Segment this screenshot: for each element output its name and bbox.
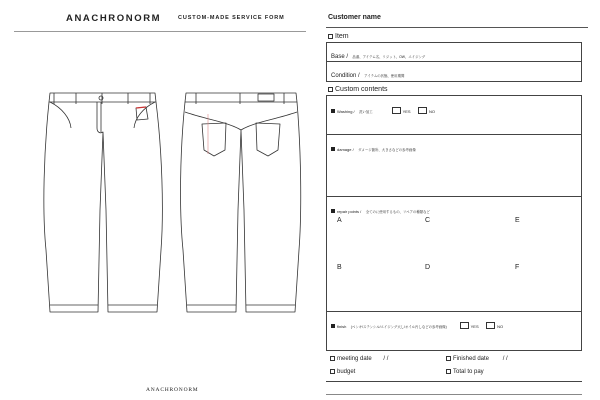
finish-yes-label: YES bbox=[470, 324, 479, 329]
damage-row[interactable] bbox=[331, 138, 416, 156]
finished-date-label: Finished date bbox=[453, 356, 490, 362]
base-field[interactable] bbox=[331, 45, 425, 63]
form-title: CUSTOM-MADE SERVICE FORM bbox=[178, 15, 285, 21]
budget-field[interactable] bbox=[330, 369, 355, 375]
jeans-front-illustration bbox=[40, 90, 165, 320]
damage-divider bbox=[327, 196, 581, 197]
finished-date-field[interactable] bbox=[446, 356, 508, 362]
repair-point-f[interactable]: F bbox=[515, 264, 520, 271]
washing-yes-label: YES bbox=[402, 109, 411, 114]
finish-bullet-icon bbox=[331, 324, 335, 328]
meeting-date-field[interactable] bbox=[330, 356, 388, 362]
item-checkbox-icon bbox=[328, 34, 333, 39]
washing-no-checkbox[interactable] bbox=[418, 107, 427, 114]
finished-date-separator: / / bbox=[502, 356, 508, 362]
bottom-line bbox=[326, 394, 582, 395]
total-to-pay-checkbox-icon bbox=[446, 369, 451, 374]
repair-point-c[interactable]: C bbox=[425, 217, 431, 224]
washing-hint: 洗い加工 bbox=[359, 110, 373, 114]
budget-label: budget bbox=[337, 369, 356, 375]
finish-no-label: NO bbox=[497, 324, 504, 329]
repair-hint: 全てのに使用するもの、リペアの種類など bbox=[365, 210, 430, 214]
finish-no-checkbox[interactable] bbox=[486, 322, 495, 329]
repair-label: repair points / bbox=[337, 209, 362, 214]
repair-bullet-icon bbox=[331, 209, 335, 213]
meeting-date-label: meeting date bbox=[337, 356, 372, 362]
repair-divider bbox=[327, 311, 581, 312]
condition-hint: アイテムの状態、使用期間 bbox=[364, 74, 405, 78]
bottom-divider bbox=[326, 381, 582, 382]
damage-label: damage / bbox=[337, 147, 354, 152]
footer-brand: ANACHRONORM bbox=[146, 387, 199, 393]
budget-checkbox-icon bbox=[330, 369, 335, 374]
finish-hint: (ペンキ/ステンシル/エイジング大し/オイル汚しなどの参考画像) bbox=[350, 325, 447, 329]
repair-point-b[interactable]: B bbox=[337, 264, 342, 271]
custom-heading: Custom contents bbox=[328, 86, 388, 93]
washing-divider bbox=[327, 134, 581, 135]
customer-name-label: Customer name bbox=[328, 14, 381, 21]
base-hint: 品番、アイテム名、リジット、OW、エイジング bbox=[352, 55, 426, 59]
repair-point-e[interactable]: E bbox=[515, 217, 520, 224]
finish-row bbox=[331, 315, 503, 333]
total-to-pay-field[interactable] bbox=[446, 369, 484, 375]
repair-row bbox=[331, 200, 430, 218]
finished-date-checkbox-icon bbox=[446, 356, 451, 361]
finish-yes-checkbox[interactable] bbox=[460, 322, 469, 329]
repair-point-a[interactable]: A bbox=[337, 217, 342, 224]
washing-row bbox=[331, 100, 435, 118]
custom-checkbox-icon bbox=[328, 87, 333, 92]
jeans-back-illustration bbox=[178, 90, 303, 320]
meeting-date-separator: / / bbox=[383, 356, 389, 362]
washing-label: Washing / bbox=[337, 109, 355, 114]
brand-logo: ANACHRONORM bbox=[66, 13, 162, 24]
damage-hint: ダメージ箇所、大きさなどの参考画像 bbox=[358, 148, 416, 152]
finish-label: finish bbox=[337, 324, 347, 329]
custom-box bbox=[326, 95, 582, 351]
meeting-date-checkbox-icon bbox=[330, 356, 335, 361]
repair-point-d[interactable]: D bbox=[425, 264, 431, 271]
washing-yes-checkbox[interactable] bbox=[392, 107, 401, 114]
damage-bullet-icon bbox=[331, 147, 335, 151]
condition-label: Condition / bbox=[331, 73, 360, 79]
base-label: Base / bbox=[331, 54, 349, 60]
customer-name-line[interactable] bbox=[326, 27, 588, 28]
washing-no-label: NO bbox=[429, 109, 436, 114]
washing-bullet-icon bbox=[331, 109, 335, 113]
condition-field[interactable] bbox=[331, 64, 404, 82]
total-to-pay-label: Total to pay bbox=[453, 369, 484, 375]
header-divider bbox=[14, 31, 306, 32]
item-heading: Item bbox=[328, 33, 349, 40]
item-box bbox=[326, 42, 582, 82]
